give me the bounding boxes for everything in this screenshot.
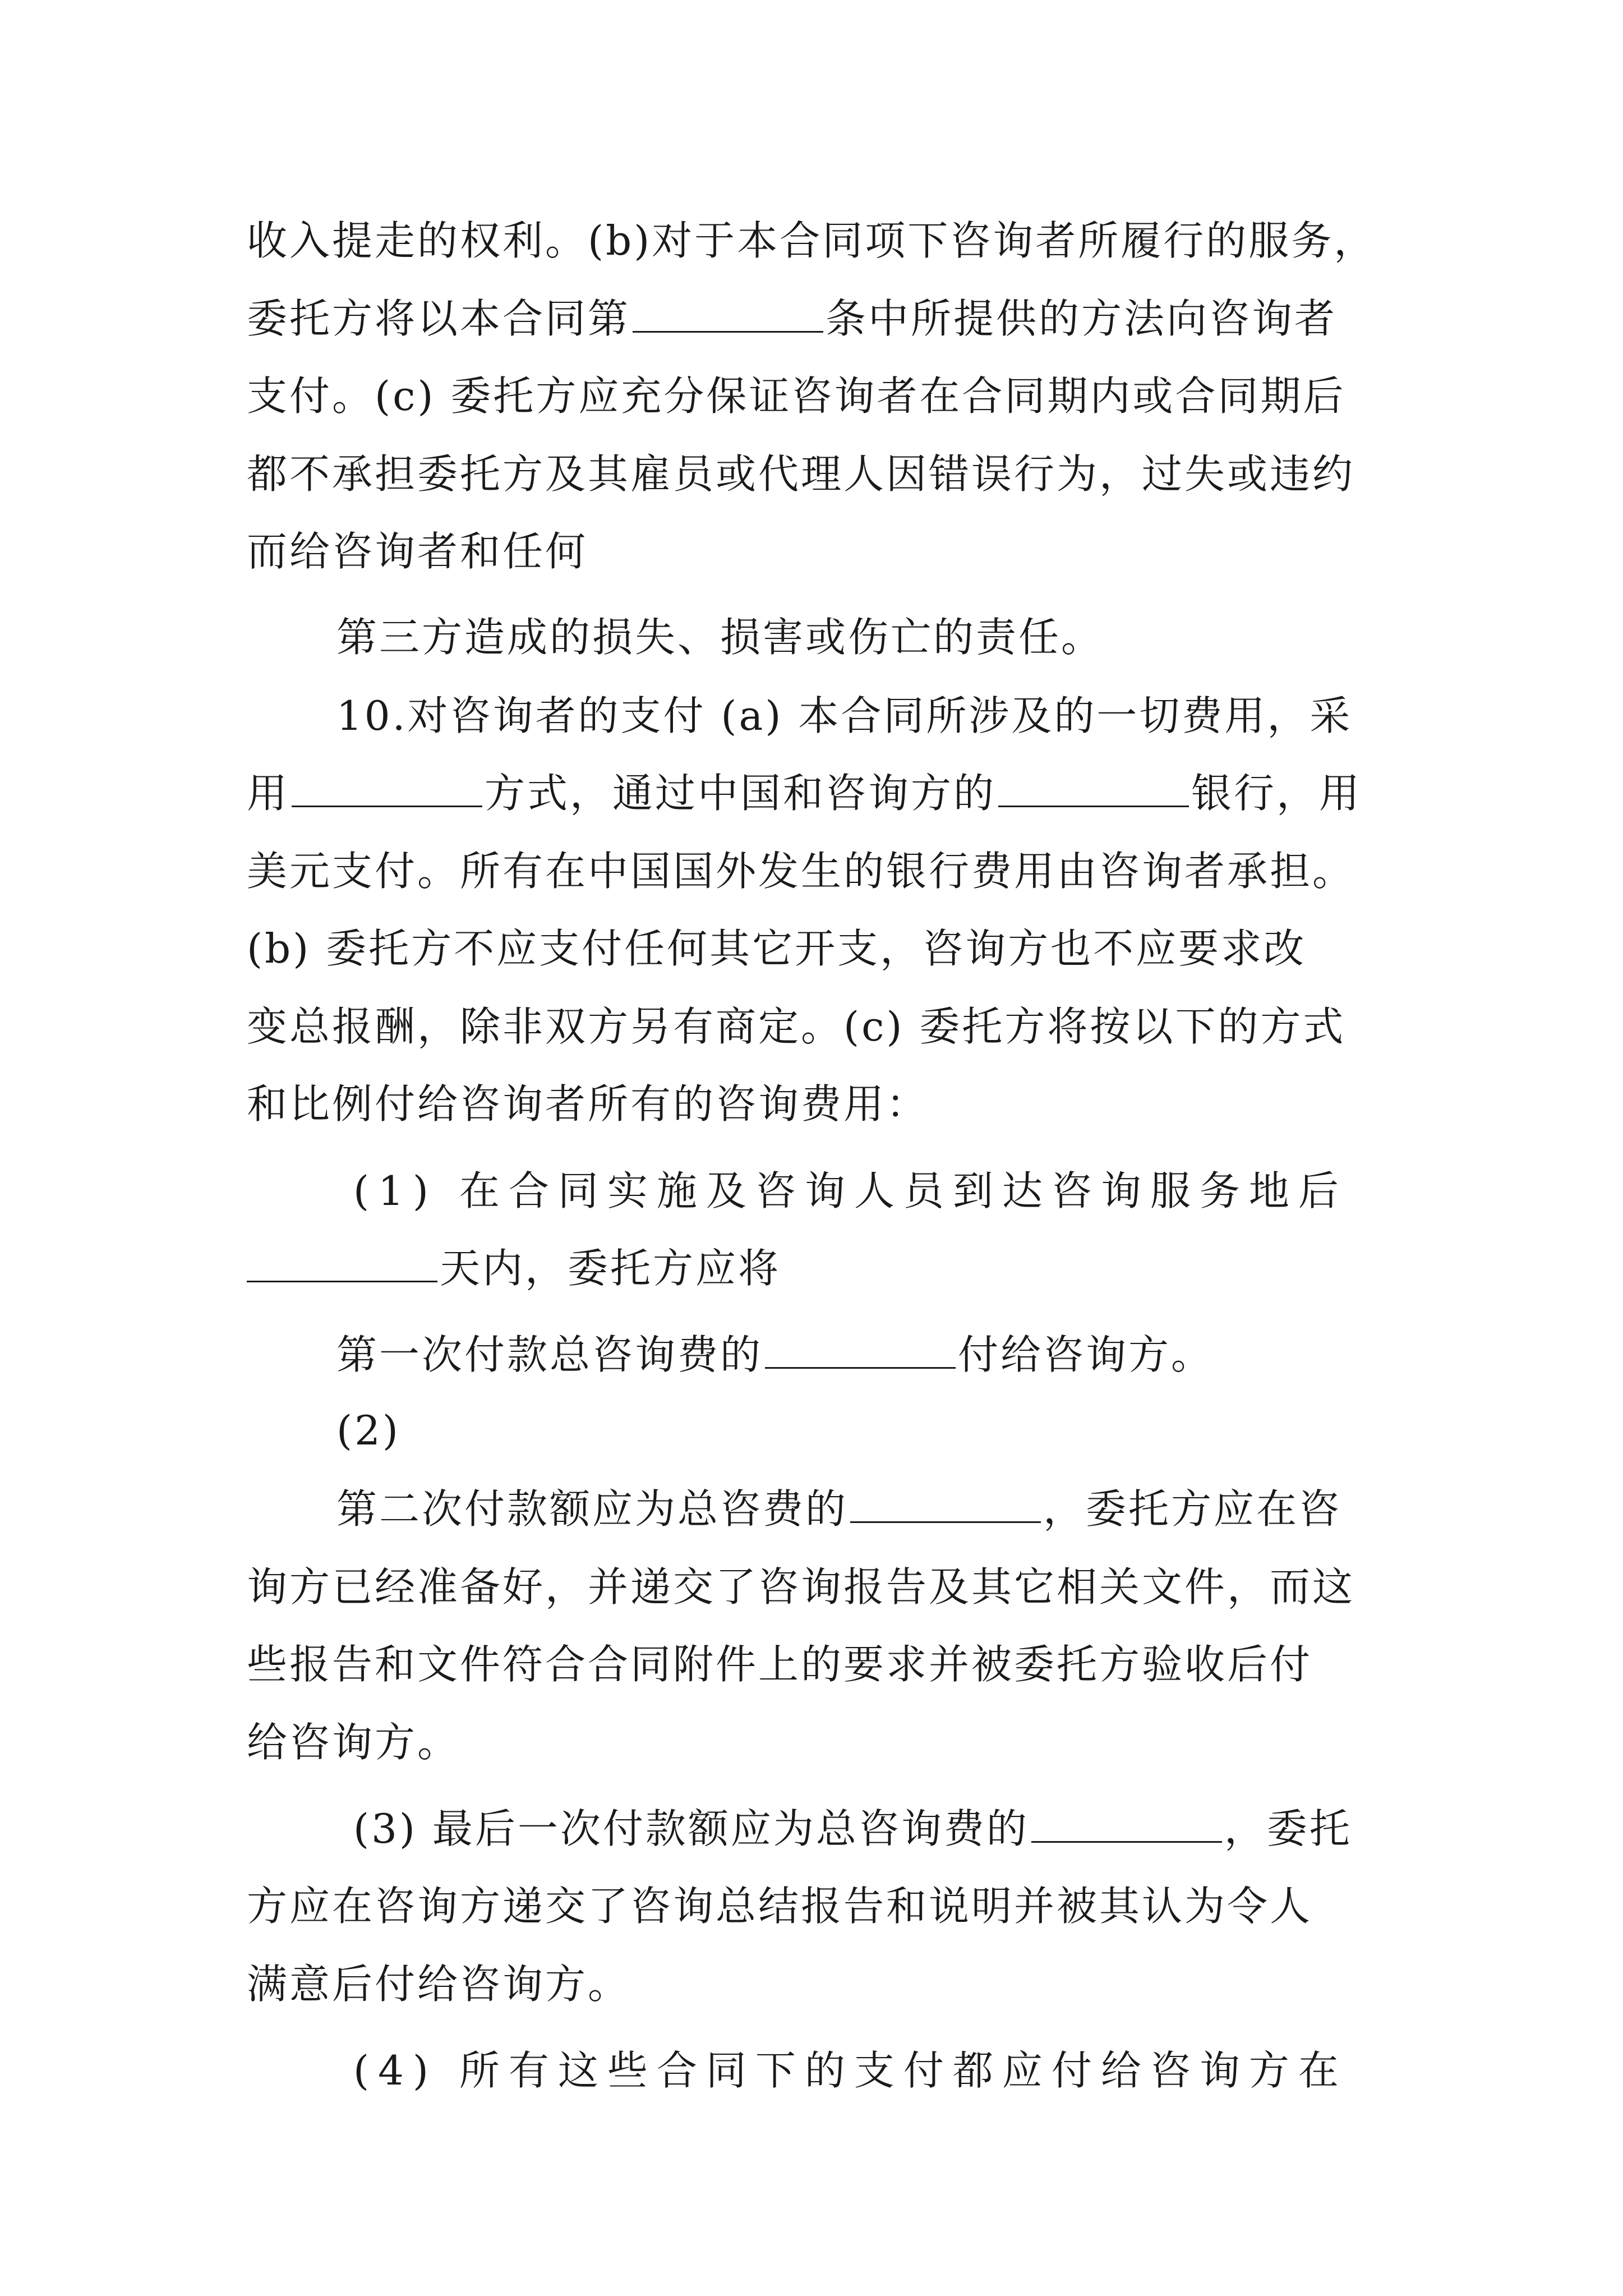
fill-in-blank: [850, 1488, 1041, 1523]
text-segment: ，委托方应在咨: [1043, 1485, 1342, 1533]
text-line: [247, 1070, 929, 1138]
text-segment: 美元支付。所有在中国国外发生的银行费用由咨询者承担。: [247, 848, 1355, 895]
text-segment: 方应在咨询方递交了咨询总结报告和说明并被其认为令人: [247, 1883, 1313, 1930]
text-segment: 给咨询方。: [247, 1719, 460, 1766]
text-segment: 银行，用: [1191, 770, 1362, 817]
text-segment: (4) 所有这些合同下的支付都应付给咨询方在: [353, 2047, 1348, 2094]
text-line: [247, 1553, 1355, 1621]
text-segment: (3) 最后一次付款额应为总咨询费的: [353, 1805, 1029, 1852]
text-segment: (2): [336, 1407, 400, 1454]
text-segment: (b) 委托方不应支付任何其它开支，咨询方也不应要求改: [247, 925, 1307, 972]
text-line: [247, 440, 1355, 508]
text-line: [247, 915, 1306, 982]
text-line: [247, 518, 588, 585]
text-segment: 变总报酬，除非双方另有商定。(c) 委托方将按以下的方式: [247, 1003, 1346, 1050]
text-segment: ，委托: [1224, 1805, 1352, 1852]
text-segment: 支付。(c) 委托方应充分保证咨询者在合同期内或合同期后: [247, 372, 1346, 420]
text-line: [353, 2037, 1348, 2104]
text-line: [247, 1950, 630, 2018]
text-line: [247, 285, 1337, 352]
text-line: [353, 1795, 1352, 1862]
text-segment: 10.对咨询者的支付 (a) 本合同所涉及的一切费用，采: [336, 692, 1353, 739]
text-line: [336, 1321, 1214, 1388]
text-segment: (1) 在合同实施及咨询人员到达咨询服务地后: [353, 1167, 1348, 1214]
text-segment: 都不承担委托方及其雇员或代理人因错误行为，过失或违约: [247, 450, 1355, 498]
fill-in-blank: [765, 1333, 956, 1369]
fill-in-blank: [633, 297, 823, 333]
text-line: [247, 760, 1362, 827]
text-segment: 方式，通过中国和咨询方的: [485, 770, 997, 817]
fill-in-blank: [1031, 1807, 1222, 1843]
text-line: [336, 604, 1104, 671]
text-segment: 询方已经准备好，并递交了咨询报告及其它相关文件，而这: [247, 1563, 1355, 1611]
text-segment: 天内，委托方应将: [440, 1245, 781, 1292]
fill-in-blank: [247, 1247, 437, 1282]
text-segment: 收入提走的权利。(b)对于本合同项下咨询者所履行的服务，: [247, 217, 1377, 264]
text-segment: 条中所提供的方法向咨询者: [826, 295, 1338, 342]
text-line: [247, 838, 1355, 905]
text-segment: 和比例付给咨询者所有的咨询费用：: [247, 1080, 929, 1128]
text-segment: 第一次付款总咨询费的: [336, 1331, 763, 1378]
fill-in-blank: [292, 772, 482, 807]
text-line: [247, 1872, 1312, 1940]
text-segment: 用: [247, 770, 290, 817]
text-segment: 付给咨询方。: [958, 1331, 1214, 1378]
text-line: [247, 362, 1345, 430]
text-line: [247, 1235, 781, 1302]
text-line: [353, 1157, 1348, 1225]
text-line: [247, 1709, 460, 1776]
text-segment: 满意后付给咨询方。: [247, 1961, 631, 2008]
text-line: [336, 682, 1352, 749]
text-segment: 第二次付款额应为总咨费的: [336, 1485, 849, 1533]
text-segment: 而给咨询者和任何: [247, 528, 588, 575]
text-segment: 第三方造成的损失、损害或伤亡的责任。: [336, 614, 1104, 661]
text-line: [336, 1397, 400, 1464]
text-line: [247, 207, 1376, 274]
text-segment: 些报告和文件符合合同附件上的要求并被委托方验收后付: [247, 1641, 1313, 1688]
text-line: [247, 1631, 1312, 1698]
text-line: [336, 1475, 1341, 1543]
text-line: [247, 993, 1345, 1060]
text-segment: 委托方将以本合同第: [247, 295, 631, 342]
fill-in-blank: [998, 772, 1189, 807]
